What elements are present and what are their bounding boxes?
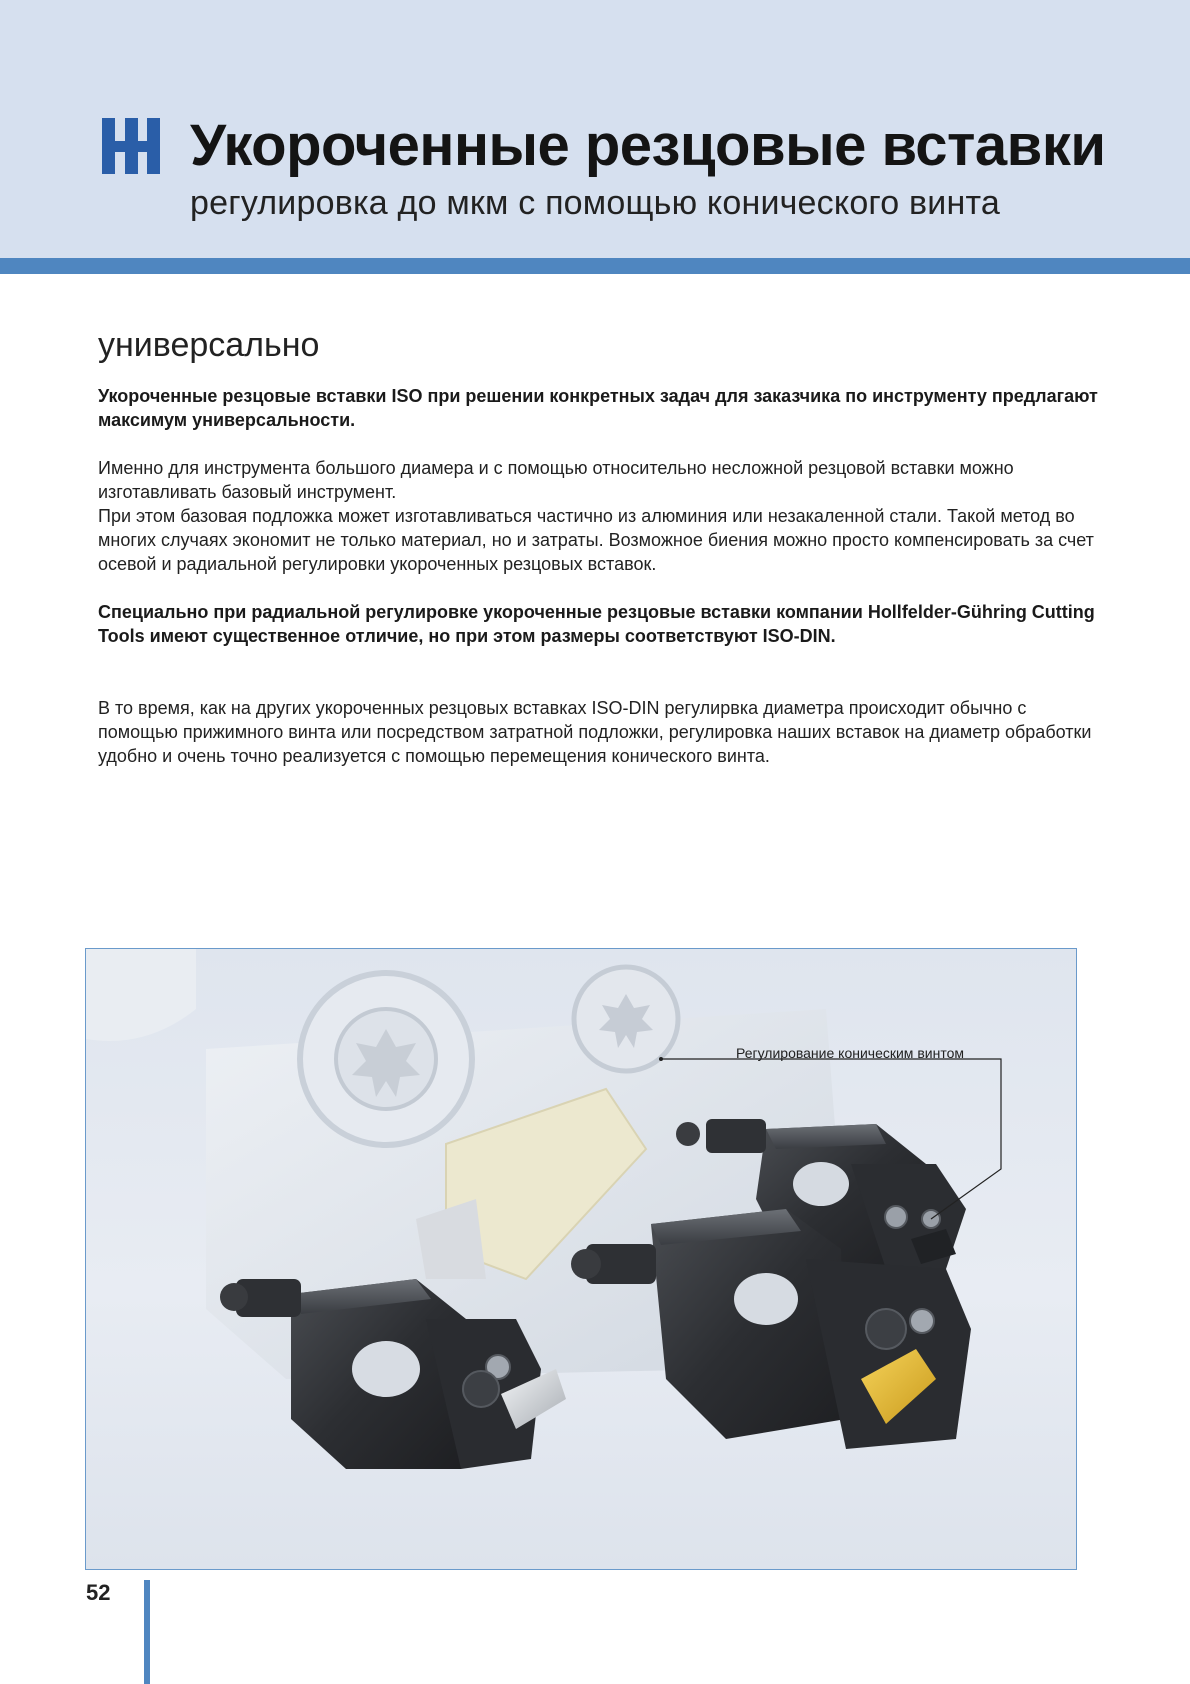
product-photo — [85, 948, 1077, 1570]
body-paragraph-1: Именно для инструмента большого диамера и с помощью относительно несложной резцовой вставки можно изготавливать базовый инструмент. При этом базовая подложка может изготавливаться частично из алюминия или незакаленной стали. Такой метод во многих случаях экономит не только материал, но и затраты. Возможное биения можно просто компенсировать за счет осевой и радиальной регулировки укороченных резцовых вставок. — [98, 458, 1094, 574]
intro-paragraph: Укороченные резцовые вставки ISO при решении конкретных задач для заказчика по инструменту предлагают максимум универсальности. — [98, 386, 1098, 430]
cartridge-illustration — [86, 949, 1076, 1569]
highlight-paragraph: Специально при радиальной регулировке укороченные резцовые вставки компании Hollfelder-Gühring Cutting Tools имеют существенное отличие, но при этом размеры соответствуют ISO-DIN. — [98, 602, 1095, 646]
body-paragraph-2: В то время, как на других укороченных резцовых вставках ISO-DIN регулирвка диаметра происходит обычно с помощью прижимного винта или посредством затратной подложки, регулировка наших вставок на диаметр обработки удобно и очень точно реализуется с помощью перемещения конического винта. — [98, 698, 1092, 766]
footer-accent-rule — [144, 1580, 150, 1684]
section-heading: универсально — [98, 326, 320, 364]
page-title: Укороченные резцовые вставки — [190, 113, 1106, 178]
header-accent-bar — [0, 258, 1190, 274]
page-number: 52 — [86, 1580, 111, 1605]
hollfelder-logo-icon — [102, 118, 160, 174]
adjustment-callout-label: Регулирование коническим винтом — [736, 1045, 964, 1061]
page-subtitle: регулировка до мкм с помощью конического винта — [190, 184, 1000, 222]
